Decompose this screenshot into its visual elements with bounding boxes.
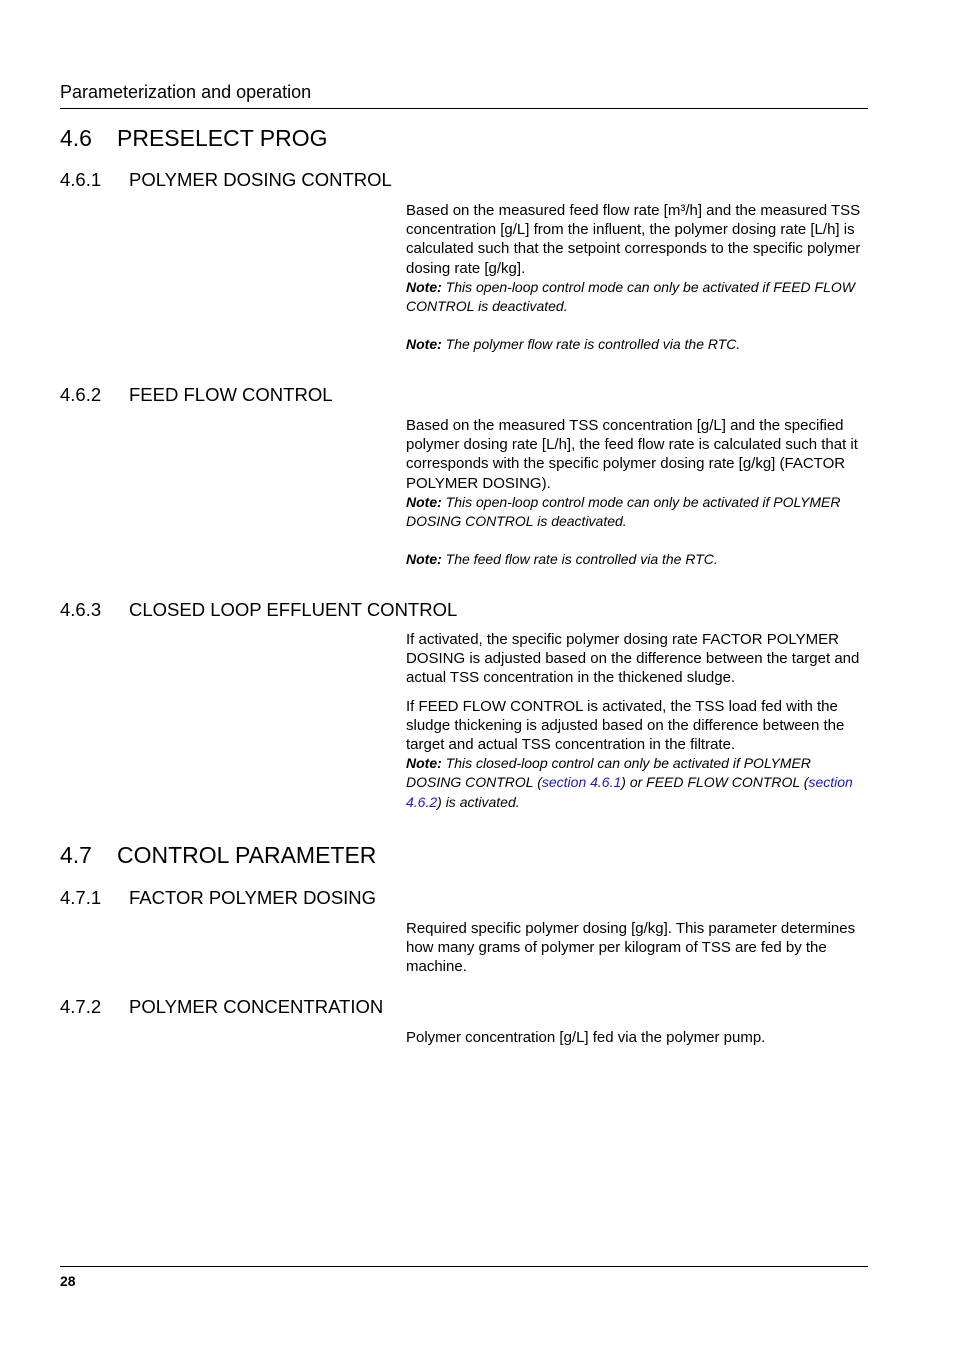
body-4-7-2 — [406, 1028, 868, 1047]
note-label: Note: — [406, 551, 442, 568]
body-paragraph: Based on the measured TSS concentration [g/L] and the specified polymer dosing rate [L/h], the feed flow rate is calculated such that it corresponds with the specific polymer dosing rate [g/kg] (FACTOR POLYMER DOSING). — [406, 417, 858, 492]
subsection-title: FEED FLOW CONTROL — [129, 384, 333, 405]
subsection-heading-4-6-3 — [60, 599, 457, 621]
body-paragraph: If FEED FLOW CONTROL is activated, the TSS load fed with the sludge thickening is adjusted based on the difference between the target and actual TSS concentration in the filtrate. — [406, 697, 845, 754]
note-label: Note: — [406, 493, 442, 510]
note-label: Note: — [406, 336, 442, 353]
page-number: 28 — [60, 1273, 76, 1289]
subsection-title: POLYMER CONCENTRATION — [129, 996, 384, 1017]
subsection-heading-4-7-1 — [60, 887, 376, 909]
running-header — [60, 81, 868, 109]
subsection-number: 4.6.1 — [60, 169, 102, 190]
note-text: ) is activated. — [437, 793, 520, 810]
subsection-number: 4.7.2 — [60, 996, 102, 1017]
section-number: 4.6 — [60, 125, 92, 151]
section-heading-4-6 — [60, 124, 327, 152]
note-label: Note: — [406, 278, 442, 295]
page-footer — [60, 1266, 868, 1289]
note — [406, 550, 868, 569]
note-text: This open-loop control mode can only be activated if FEED FLOW CONTROL is deactivated. — [406, 278, 855, 315]
note — [406, 335, 868, 354]
subsection-number: 4.6.3 — [60, 599, 102, 620]
section-title: CONTROL PARAMETER — [117, 842, 377, 868]
body-4-7-1 — [406, 919, 868, 977]
subsection-number: 4.7.1 — [60, 887, 102, 908]
section-link-4-6-1[interactable]: section 4.6.1 — [541, 774, 622, 791]
section-title: PRESELECT PROG — [117, 125, 328, 151]
section-heading-4-7 — [60, 841, 376, 869]
body-4-6-2 — [406, 416, 868, 569]
note-label: Note: — [406, 755, 442, 772]
subsection-number: 4.6.2 — [60, 384, 102, 405]
note-text: The feed flow rate is controlled via the RTC. — [441, 551, 718, 568]
note — [406, 493, 868, 531]
subsection-title: POLYMER DOSING CONTROL — [129, 169, 392, 190]
note — [406, 754, 868, 812]
body-paragraph: Polymer concentration [g/L] fed via the polymer pump. — [406, 1029, 766, 1046]
note-text: The polymer flow rate is controlled via the RTC. — [441, 336, 741, 353]
body-4-6-1 — [406, 201, 868, 354]
body-paragraph: Required specific polymer dosing [g/kg]. This parameter determines how many grams of polymer per kilogram of TSS are fed by the machine. — [406, 920, 856, 976]
body-paragraph: Based on the measured feed flow rate [m³/h] and the measured TSS concentration [g/L] from the influent, the polymer dosing rate [L/h] is calculated such that the setpoint corresponds to the specific polymer dosing rate [g/kg]. — [406, 202, 861, 277]
body-paragraph: If activated, the specific polymer dosing rate FACTOR POLYMER DOSING is adjusted based on the difference between the target and actual TSS concentration in the thickened sludge. — [406, 631, 860, 687]
note-text: ) or FEED FLOW CONTROL ( — [621, 774, 809, 791]
section-link-4-6-2[interactable]: section 4.6.2 — [406, 774, 853, 810]
header-title: Parameterization and operation — [60, 82, 312, 102]
note-text: This closed-loop control can only be activated if POLYMER DOSING CONTROL ( — [406, 755, 811, 791]
subsection-title: CLOSED LOOP EFFLUENT CONTROL — [129, 599, 458, 620]
section-number: 4.7 — [60, 842, 92, 868]
subsection-heading-4-7-2 — [60, 996, 383, 1018]
note — [406, 278, 868, 316]
subsection-title: FACTOR POLYMER DOSING — [129, 887, 377, 908]
subsection-heading-4-6-1 — [60, 169, 392, 191]
body-4-6-3 — [406, 630, 868, 812]
note-text: This open-loop control mode can only be activated if POLYMER DOSING CONTROL is deactivated. — [406, 493, 841, 530]
subsection-heading-4-6-2 — [60, 384, 333, 406]
